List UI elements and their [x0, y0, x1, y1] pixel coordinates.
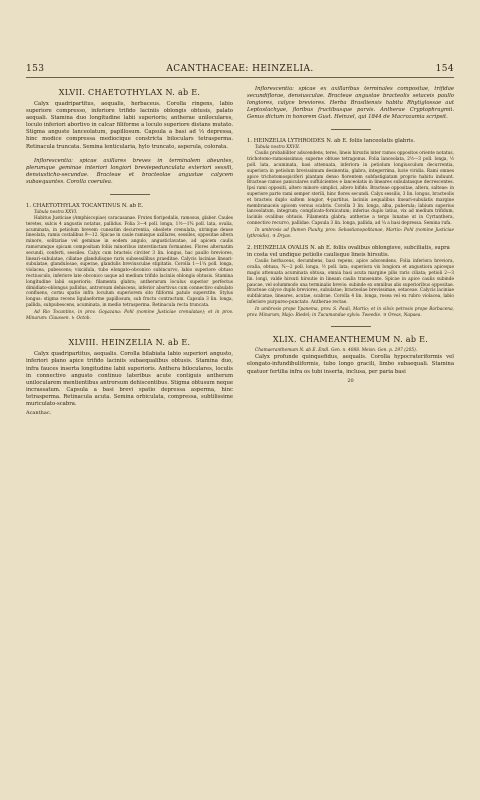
page-number-left: 153: [26, 64, 45, 74]
plate-reference: Tabula nostra XXVII.: [255, 145, 301, 151]
species-heading-ovalis: 2. HEINZELIA OVALIS N. ab E. foliis ovalibus oblongisve, subciliatis, supra in costa vel undique petiolis caulisque lineis hirsutis.: [247, 245, 450, 259]
species-description-ovalis: Caulis herbaceus, decumbens, basi repens, apice adscendens. Folia inferiora breviora, ovalia, obtusa, ¾—2 poll. longa, ½ poll. lata; superiora vix longiora et angustiora apiceque magis attenuata acuminata obtusa, omnia basi acuta margine pilis raris ciliata; petioli 2—3 lin. longi, valde hirsuti hirsutie in lineam caulis transeunte. Spicae in apice caulis subinde paucae, vel solummodo una terminalis brevis: subinde ex omnibus alis superioribus oppositae. Bracteae calyce duplo breviores, subulatae; bracteolae brevissimae, setaceae. Calycis laciniae subfalcatae, lineares, acutae, scabrae. Corolla 4 lin. longa, rosea vel ex rubro violacea, labio inferiore purpureo-punctato. Antherae rectae.: [247, 259, 454, 305]
locality-note-lythroides: In umbrosis ad flumen Piauhy, prov. Sebastianopolitanae, Martio: Pohl (nomine Justiciae lythroidis). ♃ Dryas.: [247, 227, 454, 239]
genus-description-chaetothylax: Calyx quadripartitus, aequalis, herbaceus. Corolla ringens, labio superiore compresso, inferiore trifido laciniis oblongis obtusis, palato aequali. Stamina duo longitudine labii superioris; antherae uniloculares, loculo inferiori abortivo in calcar filiforme a loculo superiore distans mutato. Stigma anguste lanceolatum, papillosum. Capsula a basi ad ⅓ depressa, hinc modice compressa mediocique constricta biloculars tetrasperma. Retinacula truncata. Semina lenticularia, hylo truncato, asperula, colorata.: [26, 101, 233, 150]
genus-heading-heinzelia: XLVIII. HEINZELIA N. ab E.: [68, 338, 191, 348]
page-number-right: 154: [435, 64, 454, 74]
divider: [331, 129, 371, 130]
species-heading-tocantinus: 1. CHAETOTHYLAX TOCANTINUS N. ab E.: [26, 203, 144, 210]
divider: [110, 194, 150, 195]
text-columns: [26, 86, 454, 416]
genus-heading-chaetothylax: XLVII. CHAETOTHYLAX N. ab E.: [58, 88, 201, 97]
plate-reference: Tabula nostra XXVI.: [34, 210, 78, 216]
genus-description-chameanthemum: Calyx profunde quinquefidus, aequalis. Corolla hypocrateriformis vel elongato-infundibuliformis, tubo longo gracili, limbo subaequali. Stamina quatuor fertilia infra os tubi inserta, inclusa, per paria basi: [247, 354, 454, 375]
inflorescence-heinzelia: Inflorescentia: spicae ex axillaribus terminales compositae, trifidae secundiflorae, densiusculae. Bracteae angustae bracteolis setaceis paullo longiores, calyce breviores. Herba Brasiliensis habitu Rhytiglossae aut Leptostachyae, floribus fructibusque parvis. Antherae Cryptophragmii. Genus dictum in honorem Gust. Heinzel, qui 1844 de Macrozamia scripsit.: [247, 86, 454, 121]
sheet-signature: 20: [347, 377, 354, 384]
right-column: [247, 86, 454, 416]
inflorescence-chaetothylax: Inflorescentia: spicae axillares breves in terminalem abeuntes, plerumque geminae interiori longiori breviepedunculata exteriori sessili, densiusticho-secundae. Bracteae et bracteolae angustae calycem subaequantes. Corolla coerulea.: [26, 157, 233, 185]
genus-heading-chameanthemum: XLIX. CHAMEANTHEMUM N. ab E.: [272, 335, 429, 345]
printer-signature: Acanthac.: [26, 410, 52, 417]
locality-note-tocantinus: Ad Rio Tocantins, in prov. Goyazana: Pohl (nomine Justiciae crenulatae); et in prov. Minarum: Claussen. ♄ Octob.: [26, 309, 233, 321]
genus-description-heinzelia: Calyx quadripartitus, aequalis. Corolla bilabiata labio superiori angusto, inferiori plano apice trifido laciniis subaequalibus obtusis. Stamina duo, infra fauces inserta longitudine labii superioris. Anthera biloculares, loculis in connectivo angusto continuo lateribus acute contiguis antherum unilocularem mentientibus antrorsum dehiscentibus. Stigma obtusum neque incrassatum. Capsula a basi brevi spatio depressa asperma, hinc tetrasperma. Retinacula acuta. Semina orbiculata, compressa, subtilissime muriculato-scabra.: [26, 351, 233, 408]
genus-reference: Chamaeranthemum N. ab E. Endl. Gen. n. 4088. Meisn. Gen. p. 297 (205).: [255, 348, 418, 354]
species-heading-lythroides: 1. HEINZELIA LYTHROIDES N. ab E. foliis lanceolatis glabris.: [247, 138, 415, 145]
running-title: ACANTHACEAE: HEINZELIA.: [166, 64, 314, 74]
running-head: [26, 64, 454, 78]
species-description-tocantinus: Habitus Justiciae (Amphiscopiae) caracasanae. Frutex floripedalis, ramosus, glaber. Caules teretes, sulcis 4 angustis notatus, pallidus. Folia 3—4 poll. longa, 1½—1¾ poll. lata, ovalia, acuminata, in petiolum brevem cuneatim decurrentia, obsolete crenulata, utrinque dense lineolata, ramis costalibus 9—12. Spicae in caule ramisque axillares, sessiles, oppositae altera minore, solitariae vel geminae in eodem angulo, angusticlavatae, ad apicem caulis ramorumque spicam compositam foliis minoribus interstinctam formantes. Flores alternatim secundi, conferti, sessiles. Calyx cum bracteis circiter 3 lin. longus, hac paullo breviores, lineari-subulatae, ciliatae glandulisque raris subsessilibus praeditae. Calycis laciniae lineari-subulatae, glandulosae, superae, glandulis breviusculae stipitatis. Corolla 1—1¼ poll. longa, violacea, pubescens; vixcidula, tubo elongato-obconico subincurvo, labio superiore obtuso rectiusculo, inferiore late obconico usque ad medium trifido laciniis oblongis obtusis. Stamina longitudine labii superioris; filamenta glabra; antherarum loculus superior perfectus dimidiato-oblongus pallidus, antrorsum dehiscens, inferior abortivus cum connectivo subulato confluens, cornu spatio infra loculum superiorem sito filiformi patulo superstite. Stylus longus: stigma recens ligulaeforme papillosum, sub fructu contractum. Capsula 3 lin. longa, pallida, subpubescens, acuminata, in medio tetrasperma. Retinacula recta truncata.: [26, 216, 233, 308]
species-description-lythroides: Caulis probabiliter adscendens, teres, lineis hirsutis inter ramos oppositos oriente notatus, trichotomo-ramosissimus; superne obtuse tetragonus. Folia lanceolata, 2½—3 poll. longa, ½ poll. lata, acuminata, basi attenuata, inferiora in petiolum longiusculum decurrentia, superiora in petiolum brevissimum desinentia, glabra, integerrima, lucie viridia. Rami omnes apice trichotomospiciferi plantam denso florentem subfastigiatam proprio habitu induunt. Bracteae ramos paniculares suffulcientes e lanceolatis in lineares subulatasque decrescentes. Ipsi rami oppositi, altero minore simplici, altero bifido. Bracteae oppositae, altera, salteae: in superiore parte rami semper sterili, hinc flores secundi. Calyx sessilis, 3 lin. longus, bracteolis et bracteis duplo saltem longior, 4-partitus, laciniis aequalibus lineari-subulatis margine membranaceis apicem versus scabris. Corolla 3 lin. longa, alba, puberula; labium superius lanceolatum, integrum; complicato-fornicatum; inferius duplo latius, vix ad medium trifidum, laciniis ovalibus obtusis. Filamenta glabra; antherae a tergo lunatae ut in Cyrtanthera, connectivo recurvo, pallidae. Capsula 3 lin. longa, pallida, ad ¼ a basi depressa. Semina rufa.: [247, 151, 454, 227]
divider: [110, 329, 150, 330]
divider: [331, 326, 371, 327]
locality-note-ovalis: In umbrosis prope Ypanema, prov. S. Pauli, Martio; et in silvis petrosis prope Barbacena, prov. Minarum, Majo: Riedel; in Tucumandae sylvis: Tweedie. ♃ Oreas, Napaea.: [247, 306, 454, 318]
left-column: [26, 86, 233, 416]
